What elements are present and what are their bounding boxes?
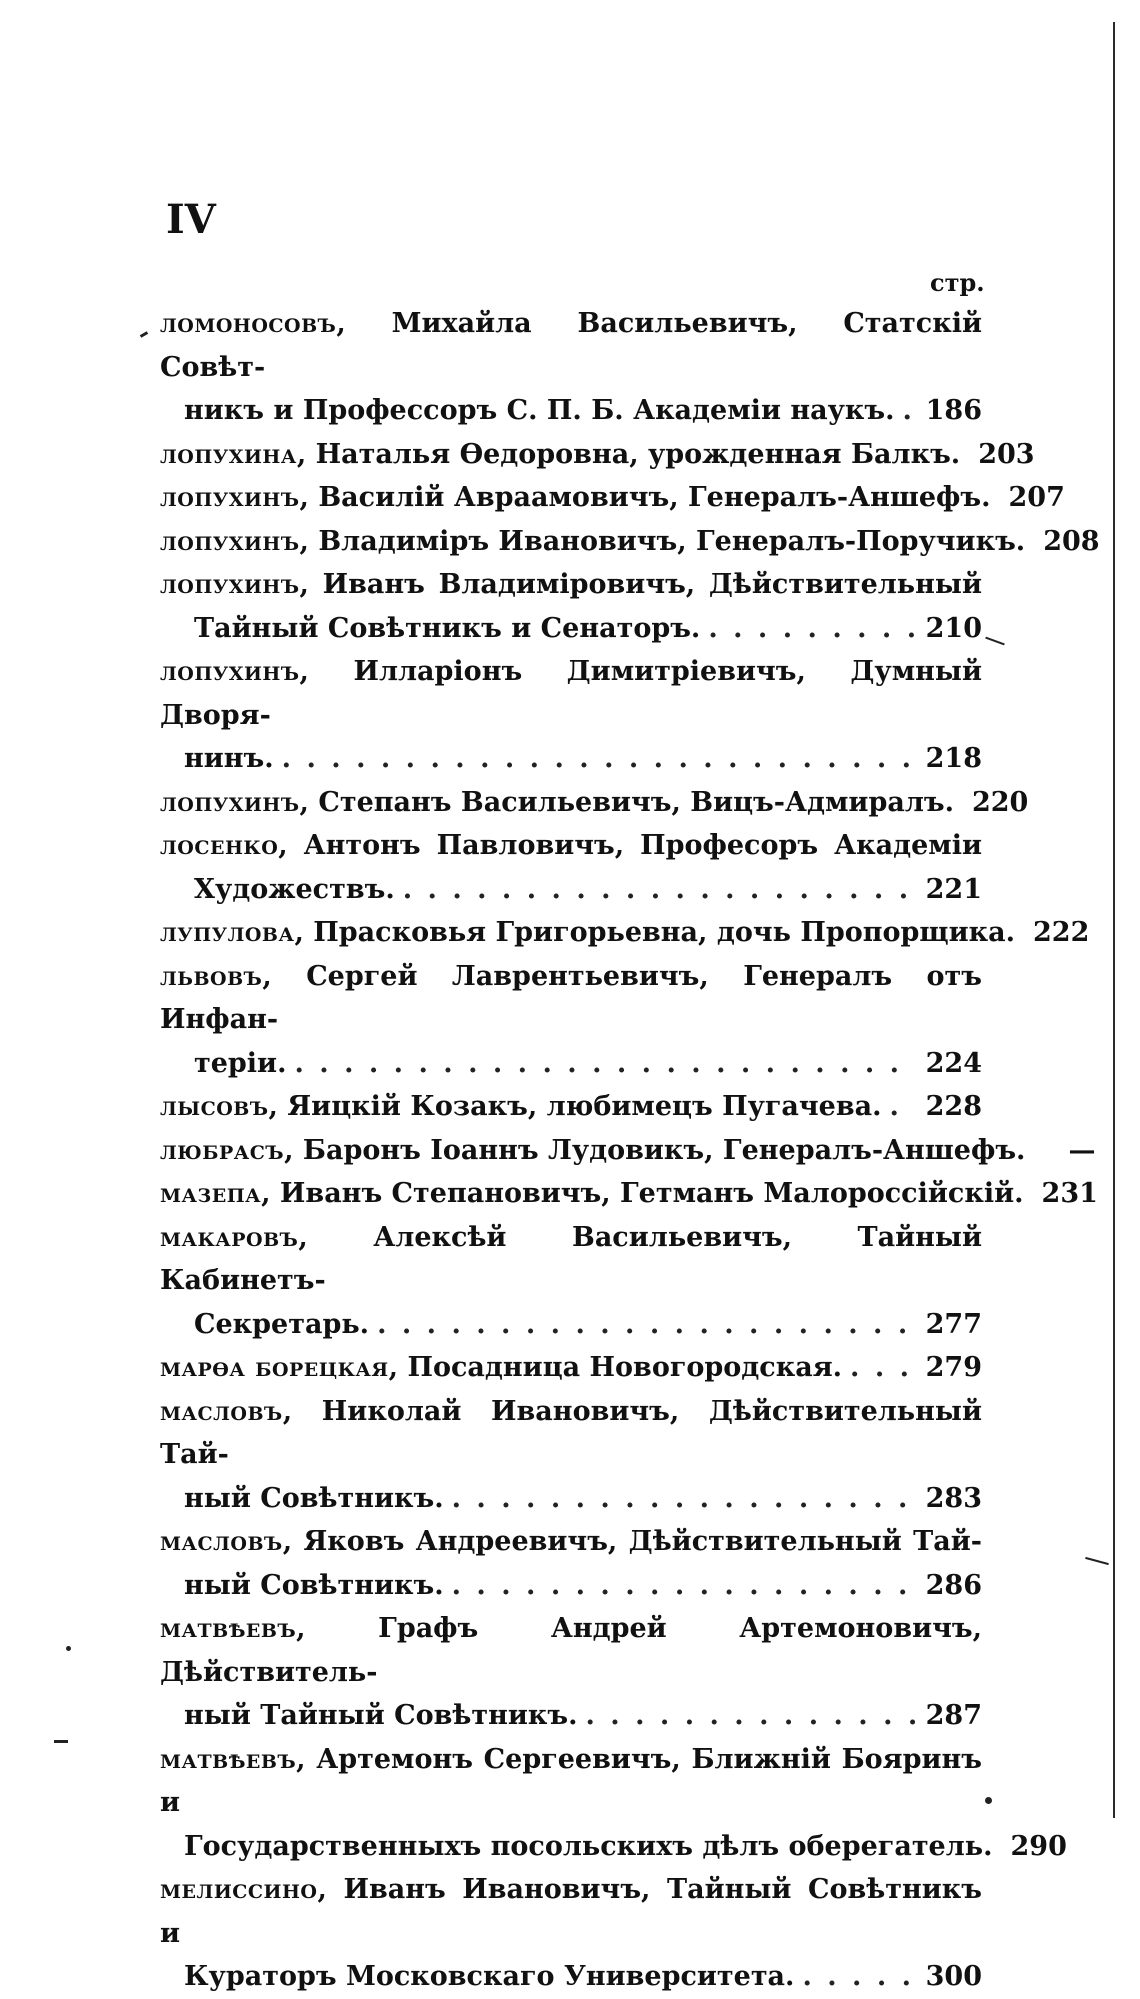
page-edge-line [1113, 22, 1115, 1818]
entry-text: Сергей Лаврентьевичъ, Генералъ отъ Инфан- [160, 960, 982, 1035]
entry-text: Антонъ Павловичъ, Професоръ Академіи [303, 830, 982, 861]
entry-page: 207 [1008, 482, 1065, 513]
leader-dots [708, 607, 915, 651]
entry-text: Алексѣй Васильевичъ, Тайный Кабинетъ- [160, 1221, 982, 1296]
toc-entry: львовъ, Сергей Лаврентьевичъ, Генералъ отъ Инфан- теріи. . . . 224 [160, 955, 982, 1086]
entry-text: Баронъ Іоаннъ Лудовикъ, Генералъ-Аншефъ. [302, 1134, 1026, 1166]
entry-page: 286 [925, 1569, 982, 1601]
entry-name: мелиссино [160, 1874, 318, 1905]
entry-name: лопухинъ [160, 656, 300, 687]
toc-entry: матвѣевъ, Графъ Андрей Артемоновичъ, Дѣйствитель- ный Тайный Совѣтникъ. . . . 287 [160, 1607, 982, 1738]
entry-name: лопухинъ [160, 569, 300, 600]
entry-name: ломоносовъ [160, 308, 337, 339]
entry-text: Михайла Васильевичъ, Статскій Совѣт- [160, 308, 982, 383]
entry-text: Наталья Ѳедоровна, урожденная Балкъ. [315, 438, 961, 470]
entry-name: матвѣевъ [160, 1743, 297, 1775]
scan-mark [985, 1797, 992, 1804]
entry-name: лопухинъ [160, 525, 300, 557]
entry-page: 203 [978, 438, 1035, 470]
leader-dots [403, 868, 916, 912]
leader-dots [452, 1564, 916, 1608]
entry-text: Иванъ Ивановичъ, Тайный Совѣтникъ и [160, 1874, 982, 1949]
entry-page: 210 [925, 612, 982, 644]
toc-entry: любрасъ , Баронъ Іоаннъ Лудовикъ, Генералъ-Аншефъ. — [160, 1129, 982, 1173]
entry-text: Владиміръ Ивановичъ, Генералъ-Поручикъ. [318, 525, 1026, 557]
entry-text: Прасковья Григорьевна, дочь Пропорщика. [313, 917, 1015, 948]
leader-dots [850, 1346, 916, 1390]
leader-dots [377, 1303, 916, 1347]
leader-dots [890, 1085, 916, 1129]
entry-page: 277 [925, 1308, 982, 1340]
toc-entry: лопухина , Наталья Ѳедоровна, урожденная Балкъ. 203 [160, 433, 982, 477]
toc-entry: лопухинъ , Василій Авраамовичъ, Генералъ-Аншефъ. 207 [160, 476, 982, 520]
toc-entry: макаровъ, Алексѣй Васильевичъ, Тайный Кабинетъ- Секретарь. . . . 277 [160, 1216, 982, 1347]
entry-page: 222 [1033, 917, 1090, 948]
entry-name: лопухинъ [160, 786, 300, 818]
entry-text: Иванъ Степановичъ, Гетманъ Малороссійскій. [279, 1178, 1024, 1209]
toc-entry: ломоносовъ, Михайла Васильевичъ, Статскій Совѣт- никъ и Профессоръ С. П. Б. Академіи наукъ. . . . 186 [160, 302, 982, 433]
entry-text: Кураторъ Московскаго Университета. [184, 1961, 795, 1992]
leader-dots [903, 389, 916, 433]
scan-mark [1085, 1557, 1109, 1565]
toc-entry: лопухинъ , Владиміръ Ивановичъ, Генералъ-Поручикъ. 208 [160, 520, 982, 564]
table-of-contents [160, 302, 1100, 1999]
page-number: IV [166, 196, 216, 243]
entry-text: никъ и Профессоръ С. П. Б. Академіи наукъ. [184, 395, 895, 426]
entry-page: 218 [925, 743, 982, 774]
entry-page: 208 [1043, 525, 1100, 557]
toc-entry: лысовъ , Яицкій Козакъ, любимецъ Пугачева. . . . 228 [160, 1085, 982, 1129]
toc-entry: лопухинъ , Степанъ Васильевичъ, Вицъ-Адмиралъ. 220 [160, 781, 982, 825]
entry-text: ный Совѣтникъ. [184, 1482, 444, 1514]
scan-mark [54, 1740, 68, 1743]
entry-text: Секретарь. [194, 1308, 370, 1340]
entry-page: 231 [1041, 1178, 1098, 1209]
entry-name: масловъ [160, 1395, 283, 1427]
leader-dots [294, 1042, 915, 1086]
scan-mark [140, 331, 148, 338]
entry-name: марѳа борецкая [160, 1352, 389, 1383]
entry-page: 221 [925, 873, 982, 905]
entry-text: Василій Авраамовичъ, Генералъ-Аншефъ. [318, 482, 991, 513]
entry-page: 224 [925, 1047, 982, 1079]
entry-page: 300 [925, 1961, 982, 1992]
entry-name: масловъ [160, 1526, 283, 1557]
toc-entry: лосенко, Антонъ Павловичъ, Професоръ Академіи Художествъ. . . . 221 [160, 824, 982, 911]
entry-text: Яковъ Андреевичъ, Дѣйствительный Тай- [303, 1526, 982, 1557]
entry-text: Графъ Андрей Артемоновичъ, Дѣйствитель- [160, 1613, 982, 1688]
entry-text: Степанъ Васильевичъ, Вицъ-Адмиралъ. [318, 786, 954, 818]
entry-page: 290 [1010, 1830, 1067, 1862]
entry-name: мазепа [160, 1178, 262, 1209]
toc-entry: мазепа , Иванъ Степановичъ, Гетманъ Малороссійскій. 231 [160, 1172, 982, 1216]
leader-dots [282, 737, 916, 781]
entry-page: 228 [925, 1091, 982, 1122]
scan-mark [985, 637, 1004, 646]
entry-name: макаровъ [160, 1221, 299, 1253]
entry-name: львовъ [160, 960, 263, 992]
toc-entry: масловъ, Яковъ Андреевичъ, Дѣйствительный Тай- ный Совѣтникъ. . . . 286 [160, 1520, 982, 1607]
entry-text: Государственныхъ посольскихъ дѣлъ оберегатель. [184, 1830, 993, 1862]
entry-text: Художествъ. [194, 873, 395, 905]
toc-entry: лупулова , Прасковья Григорьевна, дочь Пропорщика. 222 [160, 911, 982, 955]
entry-page: — [1068, 1134, 1096, 1166]
entry-text: Яицкій Козакъ, любимецъ Пугачева. [287, 1091, 882, 1122]
entry-text: Николай Ивановичъ, Дѣйствительный Тай- [160, 1395, 982, 1470]
scan-mark [66, 1646, 71, 1651]
entry-text: нинъ. [184, 743, 274, 774]
entry-name: лопухинъ [160, 482, 300, 513]
entry-text: ный Тайный Совѣтникъ. [184, 1700, 578, 1731]
entry-page: 287 [925, 1700, 982, 1731]
entry-page: 283 [925, 1482, 982, 1514]
toc-entry: лопухинъ, Илларіонъ Димитріевичъ, Думный Дворя- нинъ. . . . 218 [160, 650, 982, 781]
entry-text: теріи. [194, 1047, 287, 1079]
entry-name: матвѣевъ [160, 1613, 297, 1644]
entry-text: Посадница Новогородская. [407, 1352, 843, 1383]
entry-name: лупулова [160, 917, 295, 948]
entry-text: Илларіонъ Димитріевичъ, Думный Дворя- [160, 656, 982, 731]
toc-entry: мелиссино, Иванъ Ивановичъ, Тайный Совѣтникъ и Кураторъ Московскаго Университета. . . . 300 [160, 1868, 982, 1999]
leader-dots [586, 1694, 916, 1738]
leader-dots [802, 1955, 915, 1999]
entry-page: 279 [925, 1352, 982, 1383]
entry-name: лопухина [160, 438, 297, 470]
toc-entry: масловъ, Николай Ивановичъ, Дѣйствительный Тай- ный Совѣтникъ. . . . 283 [160, 1390, 982, 1521]
entry-name: лысовъ [160, 1091, 269, 1122]
toc-entry: лопухинъ, Иванъ Владиміровичъ, Дѣйствительный Тайный Совѣтникъ и Сенаторъ. . . . 210 [160, 563, 982, 650]
entry-text: Артемонъ Сергеевичъ, Ближній Бояринъ и [160, 1743, 982, 1818]
entry-text: ный Совѣтникъ. [184, 1569, 444, 1601]
entry-text: Иванъ Владиміровичъ, Дѣйствительный [322, 569, 982, 600]
entry-name: лосенко [160, 830, 279, 861]
leader-dots [452, 1477, 916, 1521]
entry-page: 220 [971, 786, 1029, 818]
entry-name: любрасъ [160, 1134, 285, 1166]
page-column-header: стр. [930, 268, 985, 297]
entry-text: Тайный Совѣтникъ и Сенаторъ. [194, 612, 701, 644]
entry-page: 186 [925, 395, 982, 426]
toc-entry: матвѣевъ, Артемонъ Сергеевичъ, Ближній Бояринъ и Государственныхъ посольскихъ дѣлъ оберегатель. 290 [160, 1738, 982, 1869]
toc-entry: марѳа борецкая , Посадница Новогородская. . . . 279 [160, 1346, 982, 1390]
